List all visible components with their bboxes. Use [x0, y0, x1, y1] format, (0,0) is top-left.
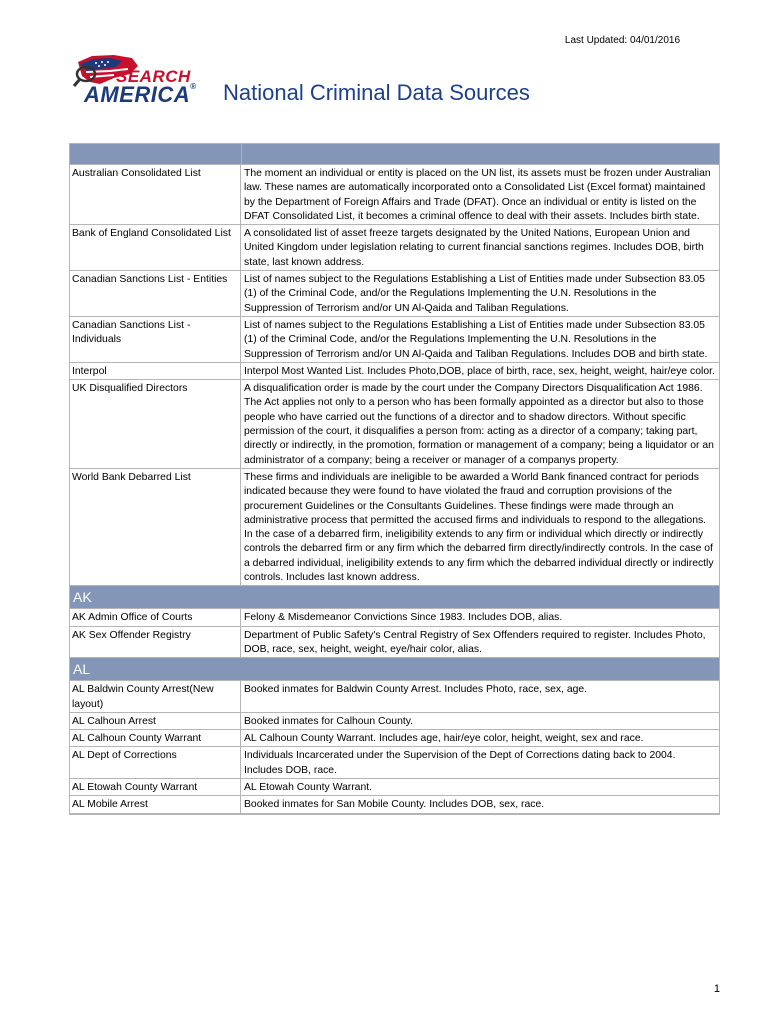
source-name: AL Etowah County Warrant [70, 779, 241, 795]
last-updated: Last Updated: 04/01/2016 [564, 35, 680, 46]
table-header-bar [70, 144, 719, 165]
logo-word-america: AMERICA® [84, 82, 197, 107]
source-description: List of names subject to the Regulations Establishing a List of Entities made under Subsection 83.05 (1) of the Criminal Code, and/or the Regulations Implementing the U.N. Resolutions in the Suppression of Terrorism and/or UN Al-Qaida and Taliban Regulations. [244, 274, 705, 314]
source-description: The moment an individual or entity is placed on the UN list, its assets must be frozen under Australian law. These names are automatically incorporated onto a Consolidated List (Excel format) maintained by the Department of Foreign Affairs and Trade (DFAT). Once an individual or entity is listed on the DFAT Consolidated List, it becomes a criminal offence to deal with their assets. Includes birth state. [244, 168, 711, 222]
source-description: These firms and individuals are ineligible to be awarded a World Bank financed contract for periods indicated because they were found to have violated the fraud and corruption provisions of the procurement Guidelines or the Consultants Guidelines. These findings were made through an administrative process that permitted the accused firms and individuals to respond to the allegations. In the case of a debarred firm, ineligibility extends to any firm or individual which directly or indirectly controls the debarred firm or any firm which the debarred firm directly/indirectly controls. In the case of a debarred individual, ineligibility extends to any firm which the debarred individual directly or indirectly controls. Includes last known address. [244, 471, 714, 584]
source-description: AL Calhoun County Warrant. Includes age, hair/eye color, height, weight, sex and race. [244, 733, 644, 745]
source-name: AL Baldwin County Arrest(New layout) [70, 681, 241, 712]
table-row [70, 627, 719, 659]
table-row [70, 380, 719, 469]
source-description: Booked inmates for Calhoun County. [244, 715, 414, 727]
table-row [70, 713, 719, 730]
table-row [70, 271, 719, 317]
source-description: Booked inmates for Baldwin County Arrest. Includes Photo, race, sex, age. [244, 684, 588, 696]
table-row [70, 779, 719, 796]
source-description: Department of Public Safety's Central Registry of Sex Offenders required to register. Includes Photo, DOB, race, sex, height, weight, eye/hair color, alias. [244, 629, 706, 655]
data-sources-table [69, 143, 720, 815]
page-number: 1 [713, 983, 720, 995]
table-row [70, 747, 719, 779]
source-name: World Bank Debarred List [70, 469, 241, 585]
source-name: AK Admin Office of Courts [70, 609, 241, 625]
section-header-al: AL [70, 658, 719, 681]
source-description: A disqualification order is made by the court under the Company Directors Disqualification Act 1986. The Act applies not only to a person who has been formally appointed as a director but also to those people who have carried out the functions of a director and to shadow directors. Without specific permission of the court, it disqualifies a person from: acting as a director of a company; taking part, directly or indirectly, in the promotion, formation or management of a company; being a liquidator or an administrator of a company; being a receiver or manager of a companys property. [244, 383, 714, 466]
source-description: Booked inmates for San Mobile County. Includes DOB, sex, race. [244, 799, 545, 811]
table-row [70, 363, 719, 380]
source-description: List of names subject to the Regulations Establishing a List of Entities made under Subsection 83.05 (1) of the Criminal Code, and/or the Regulations Implementing the U.N. Resolutions in the Suppression of Terrorism and/or UN Al-Qaida and Taliban Regulations. Includes DOB and birth state. [244, 319, 708, 360]
source-name: Canadian Sanctions List - Entities [70, 271, 241, 316]
source-name: AL Mobile Arrest [70, 796, 241, 812]
table-row [70, 730, 719, 747]
source-description: AL Etowah County Warrant. [244, 781, 373, 793]
logo-word-search: SEARCH [116, 67, 191, 86]
source-name: Australian Consolidated List [70, 165, 241, 224]
al-sources [70, 681, 719, 813]
source-name: Interpol [70, 363, 241, 379]
source-description: A consolidated list of asset freeze targets designated by the United Nations, European Union and United Kingdom under legislation relating to current financial sanctions regimes. Includes DOB, birth state, last known address. [244, 228, 704, 268]
table-row [70, 609, 719, 626]
table-row [70, 165, 719, 225]
source-name: AL Calhoun Arrest [70, 713, 241, 729]
source-name: AK Sex Offender Registry [70, 627, 241, 658]
source-name: AL Calhoun County Warrant [70, 730, 241, 746]
source-name: Bank of England Consolidated List [70, 225, 241, 270]
source-name: AL Dept of Corrections [70, 747, 241, 778]
table-row [70, 225, 719, 271]
page-title: National Criminal Data Sources [223, 80, 530, 105]
search-america-logo [70, 52, 218, 110]
source-name: Canadian Sanctions List - Individuals [70, 317, 241, 362]
table-row [70, 681, 719, 713]
table-row [70, 469, 719, 586]
source-description: Felony & Misdemeanor Convictions Since 1983. Includes DOB, alias. [244, 612, 563, 624]
international-sources [70, 165, 719, 586]
table-row [70, 796, 719, 813]
table-row [70, 317, 719, 363]
source-description: Interpol Most Wanted List. Includes Photo,DOB, place of birth, race, sex, height, weight, hair/eye color. [244, 365, 715, 377]
source-name: UK Disqualified Directors [70, 380, 241, 468]
section-header-ak: AK [70, 586, 719, 609]
source-description: Individuals Incarcerated under the Supervision of the Dept of Corrections dating back to 2004. Includes DOB, race. [244, 750, 676, 776]
ak-sources [70, 609, 719, 658]
